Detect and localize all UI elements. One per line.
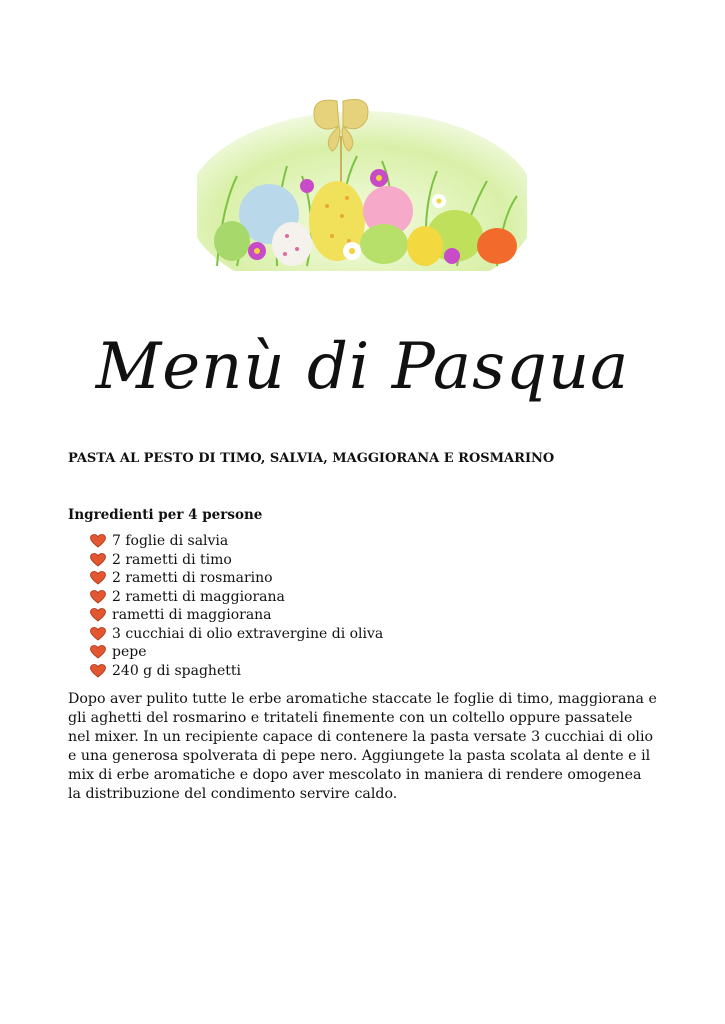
list-item <box>90 643 383 662</box>
heart-icon <box>90 534 106 548</box>
heart-icon <box>90 571 106 585</box>
list-item <box>90 532 383 551</box>
method-paragraph: Dopo aver pulito tutte le erbe aromatiche staccate le foglie di timo, maggiorana e gli aghetti del rosmarino e tritateli finemente con un coltello oppure passatele nel mixer. In un recipiente capace di contenere la pasta versate 3 cucchiai di olio e una generosa spolverata di pepe nero. Aggiungete la pasta scolata al dente e il mix di erbe aromatiche e dopo aver mescolato in maniera di rendere omogenea la distribuzione del condimento servire caldo. <box>68 691 657 802</box>
ingredients-heading: Ingredienti per 4 persone <box>68 507 263 523</box>
ingredient-text: pepe <box>112 644 147 660</box>
list-item <box>90 606 383 625</box>
ingredient-text: rametti di maggiorana <box>112 607 272 623</box>
heart-icon <box>90 608 106 622</box>
ingredient-text: 3 cucchiai di olio extravergine di oliva <box>112 625 384 642</box>
list-item <box>90 625 383 644</box>
ingredient-text: 2 rametti di rosmarino <box>112 570 273 586</box>
ingredient-text: 2 rametti di timo <box>112 551 232 568</box>
list-item <box>90 569 383 588</box>
page-title: Menù di Pasqua <box>95 330 630 404</box>
heart-icon <box>90 553 106 567</box>
heart-icon <box>90 590 106 604</box>
ingredient-text: 240 g di spaghetti <box>112 662 241 679</box>
heart-icon <box>90 664 106 678</box>
heart-icon <box>90 627 106 641</box>
ingredient-text: 2 rametti di maggiorana <box>112 588 285 605</box>
heart-icon <box>90 645 106 659</box>
list-item <box>90 662 383 681</box>
ingredient-text: 7 foglie di salvia <box>112 533 229 549</box>
ingredients-list <box>90 532 383 680</box>
recipe-title: PASTA AL PESTO DI TIMO, SALVIA, MAGGIORANA E ROSMARINO <box>68 451 555 466</box>
list-item <box>90 588 383 607</box>
list-item <box>90 551 383 570</box>
easter-eggs-image <box>197 86 527 271</box>
